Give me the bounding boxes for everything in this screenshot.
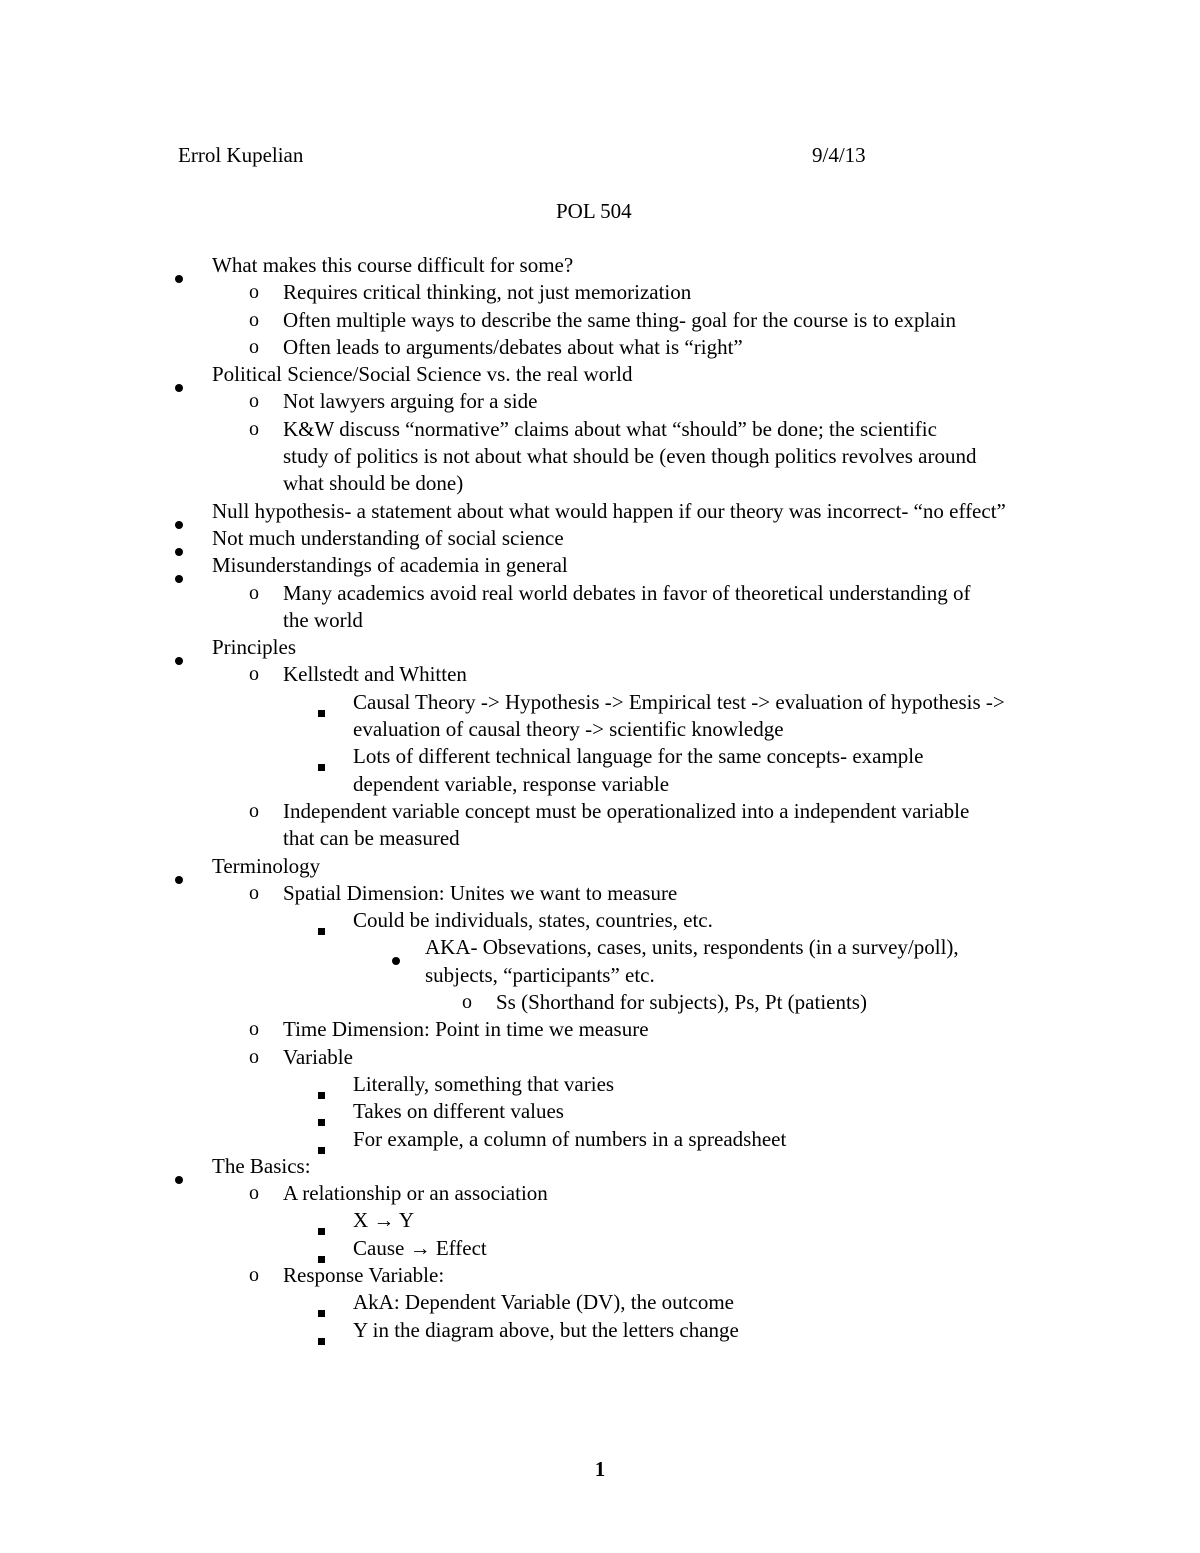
outline-item-text: Principles bbox=[212, 635, 296, 660]
outline-item-text: Lots of different technical language for the same concepts- example dependent variable, response variable bbox=[353, 744, 924, 796]
hollow-bullet-icon: o bbox=[462, 991, 472, 1014]
square-bullet-icon bbox=[318, 1317, 325, 1344]
hollow-bullet-icon: o bbox=[249, 281, 259, 304]
outline-item-level-3 bbox=[0, 1289, 1200, 1316]
hollow-bullet-icon: o bbox=[249, 1182, 259, 1205]
outline-item-level-2 bbox=[0, 798, 1200, 853]
outline-item-level-1 bbox=[0, 361, 1200, 388]
hollow-bullet-icon: o bbox=[249, 663, 259, 686]
notes-outline bbox=[0, 252, 1200, 1344]
square-bullet-icon bbox=[318, 1126, 325, 1153]
outline-item-text: Causal Theory -> Hypothesis -> Empirical test -> evaluation of hypothesis -> evaluation of causal theory -> scientific knowledge bbox=[353, 689, 1005, 742]
outline-item-text: Variable bbox=[283, 1044, 353, 1069]
outline-item-level-1 bbox=[0, 853, 1200, 880]
outline-item-level-1 bbox=[0, 252, 1200, 279]
outline-item-level-1 bbox=[0, 634, 1200, 661]
outline-item-level-1 bbox=[0, 525, 1200, 552]
outline-item-level-2 bbox=[0, 416, 1200, 498]
outline-item-level-3 bbox=[0, 1207, 1200, 1234]
bullet-icon bbox=[392, 934, 400, 961]
outline-item-text: X → Y bbox=[353, 1208, 415, 1233]
outline-item-level-1 bbox=[0, 498, 1200, 525]
outline-item-text: Requires critical thinking, not just memorization bbox=[283, 280, 692, 305]
outline-item-text: Literally, something that varies bbox=[353, 1071, 615, 1096]
outline-item-text: Many academics avoid real world debates in favor of theoretical understanding of the world bbox=[283, 580, 971, 632]
outline-item-level-2 bbox=[0, 307, 1200, 334]
hollow-bullet-icon: o bbox=[249, 1263, 259, 1286]
bullet-icon bbox=[175, 552, 183, 579]
hollow-bullet-icon: o bbox=[249, 390, 259, 413]
hollow-bullet-icon: o bbox=[249, 1045, 259, 1068]
outline-item-text: Not much understanding of social science bbox=[212, 525, 564, 550]
outline-item-text: Ss (Shorthand for subjects), Ps, Pt (patients) bbox=[496, 990, 867, 1015]
bullet-icon bbox=[175, 525, 183, 552]
outline-item-level-4 bbox=[0, 934, 1200, 989]
outline-item-level-3 bbox=[0, 743, 1200, 798]
bullet-icon bbox=[175, 634, 183, 661]
page-number: 1 bbox=[594, 1457, 606, 1481]
outline-item-text: Time Dimension: Point in time we measure bbox=[283, 1017, 649, 1042]
outline-item-text: Cause → Effect bbox=[353, 1235, 487, 1260]
square-bullet-icon bbox=[318, 907, 325, 934]
hollow-bullet-icon: o bbox=[249, 417, 259, 440]
outline-item-level-1 bbox=[0, 1153, 1200, 1180]
hollow-bullet-icon: o bbox=[249, 581, 259, 604]
square-bullet-icon bbox=[318, 1207, 325, 1234]
square-bullet-icon bbox=[318, 689, 325, 716]
bullet-icon bbox=[175, 853, 183, 880]
outline-item-level-3 bbox=[0, 1235, 1200, 1262]
outline-item-level-2 bbox=[0, 1044, 1200, 1071]
outline-item-level-2 bbox=[0, 661, 1200, 688]
outline-item-level-3 bbox=[0, 1126, 1200, 1153]
outline-item-level-2 bbox=[0, 388, 1200, 415]
outline-item-text: Not lawyers arguing for a side bbox=[283, 389, 538, 414]
author-name: Errol Kupelian bbox=[178, 143, 304, 167]
outline-item-level-3 bbox=[0, 1098, 1200, 1125]
outline-item-text: Terminology bbox=[212, 853, 321, 878]
hollow-bullet-icon: o bbox=[249, 335, 259, 358]
outline-item-text: Spatial Dimension: Unites we want to measure bbox=[283, 880, 678, 905]
course-title: POL 504 bbox=[556, 199, 632, 223]
outline-item-text: Y in the diagram above, but the letters change bbox=[353, 1317, 739, 1342]
hollow-bullet-icon: o bbox=[249, 1018, 259, 1041]
outline-item-text: Often multiple ways to describe the same thing- goal for the course is to explain bbox=[283, 307, 956, 332]
note-date: 9/4/13 bbox=[812, 143, 866, 167]
hollow-bullet-icon: o bbox=[249, 799, 259, 822]
square-bullet-icon bbox=[318, 1098, 325, 1125]
outline-item-level-3 bbox=[0, 1071, 1200, 1098]
outline-item-text: Political Science/Social Science vs. the real world bbox=[212, 362, 633, 387]
outline-item-text: Response Variable: bbox=[283, 1262, 445, 1287]
outline-item-level-2 bbox=[0, 334, 1200, 361]
bullet-icon bbox=[175, 1153, 183, 1180]
outline-item-text: Independent variable concept must be operationalized into a independent variable that can be measured bbox=[283, 798, 970, 851]
outline-item-text: Often leads to arguments/debates about what is “right” bbox=[283, 334, 743, 359]
outline-item-text: AKA- Obsevations, cases, units, respondents (in a survey/poll), subjects, “participants” etc. bbox=[425, 935, 959, 987]
outline-item-text: Misunderstandings of academia in general bbox=[212, 553, 568, 578]
outline-item-level-2 bbox=[0, 1262, 1200, 1289]
outline-item-text: A relationship or an association bbox=[283, 1181, 548, 1206]
square-bullet-icon bbox=[318, 743, 325, 770]
outline-item-level-5 bbox=[0, 989, 1200, 1016]
outline-item-text: Could be individuals, states, countries, etc. bbox=[353, 908, 713, 933]
outline-item-text: Null hypothesis- a statement about what would happen if our theory was incorrect- “no effect” bbox=[212, 498, 1006, 523]
outline-item-text: Takes on different values bbox=[353, 1099, 564, 1124]
square-bullet-icon bbox=[318, 1071, 325, 1098]
bullet-icon bbox=[175, 252, 183, 279]
outline-item-level-3 bbox=[0, 689, 1200, 744]
outline-item-level-3 bbox=[0, 1317, 1200, 1344]
hollow-bullet-icon: o bbox=[249, 881, 259, 904]
outline-item-level-2 bbox=[0, 580, 1200, 635]
hollow-bullet-icon: o bbox=[249, 308, 259, 331]
bullet-icon bbox=[175, 498, 183, 525]
outline-item-text: K&W discuss “normative” claims about what “should” be done; the scientific study of politics is not about what should be (even though politics revolves around what should be done) bbox=[283, 416, 977, 496]
outline-item-level-2 bbox=[0, 1016, 1200, 1043]
outline-item-level-2 bbox=[0, 279, 1200, 306]
square-bullet-icon bbox=[318, 1235, 325, 1262]
outline-item-text: What makes this course difficult for some? bbox=[212, 253, 574, 277]
outline-item-level-2 bbox=[0, 1180, 1200, 1207]
outline-item-level-1 bbox=[0, 552, 1200, 579]
outline-item-text: AkA: Dependent Variable (DV), the outcome bbox=[353, 1290, 734, 1315]
outline-item-level-3 bbox=[0, 907, 1200, 934]
outline-item-text: Kellstedt and Whitten bbox=[283, 662, 467, 687]
outline-item-level-2 bbox=[0, 880, 1200, 907]
square-bullet-icon bbox=[318, 1289, 325, 1316]
bullet-icon bbox=[175, 361, 183, 388]
outline-item-text: For example, a column of numbers in a spreadsheet bbox=[353, 1126, 787, 1151]
outline-item-text: The Basics: bbox=[212, 1153, 311, 1178]
